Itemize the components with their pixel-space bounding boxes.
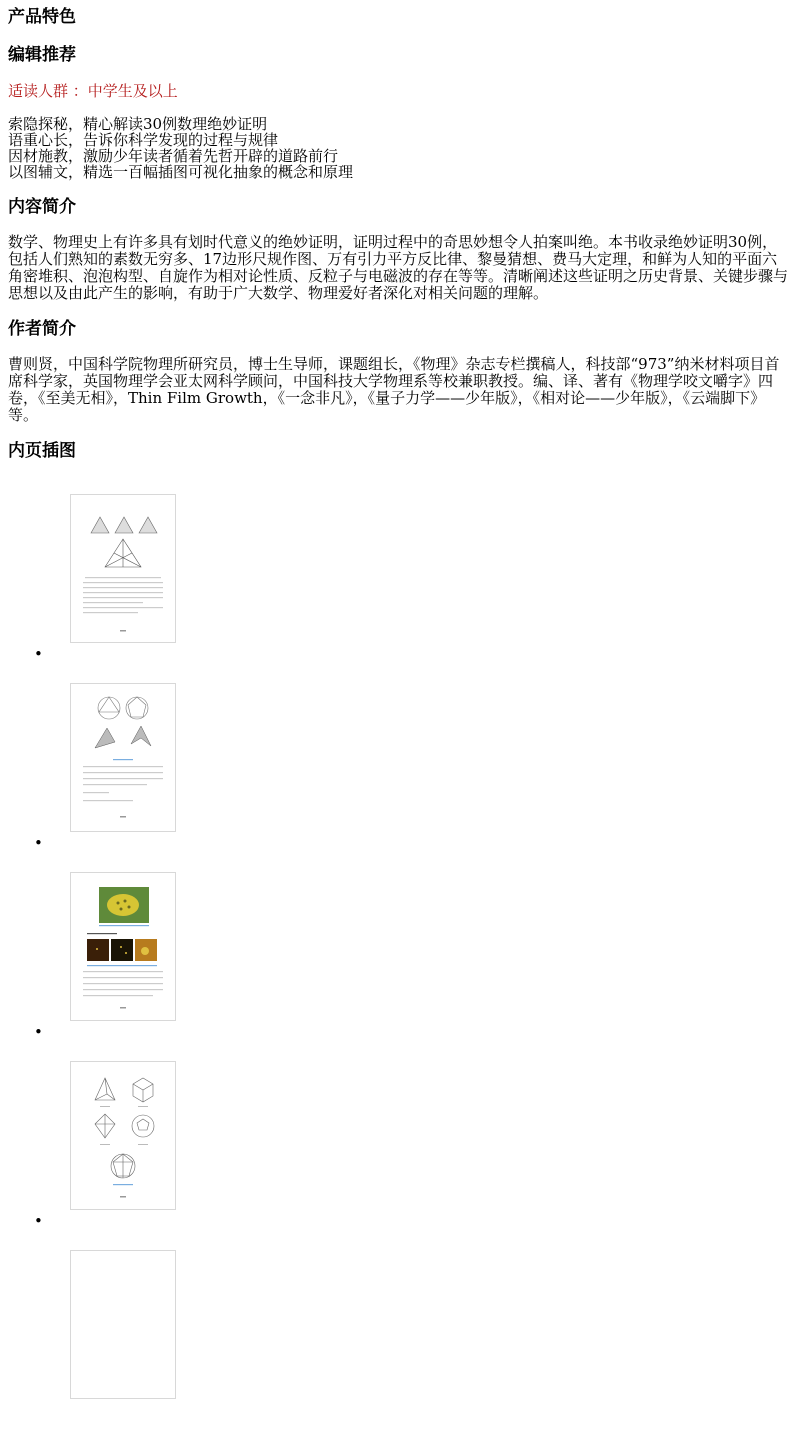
bullet: •	[34, 645, 43, 663]
section-title-features: 产品特色	[8, 7, 76, 27]
page-thumbnail-partial[interactable]	[70, 1250, 176, 1399]
illustration-item	[8, 683, 792, 872]
bullet: •	[34, 1023, 43, 1041]
bullet: •	[34, 834, 43, 852]
section-title-author: 作者简介	[8, 319, 76, 339]
highlight-item: 以图辅文，精选一百幅插图可视化抽象的概念和原理	[8, 163, 354, 181]
illustration-item	[8, 1061, 792, 1250]
photos-illustration	[71, 873, 175, 1020]
highlight-item: 因材施教，激励少年读者循着先哲开辟的道路前行	[8, 147, 339, 165]
content-intro-text: 数学、物理史上有许多具有划时代意义的绝妙证明，证明过程中的奇思妙想令人拍案叫绝。本书收录绝妙证明30例，包括人们熟知的素数无穷多、17边形尺规作图、万有引力平方反比律、黎曼猜想、费马大定理，和鲜为人知的平面六角密堆积、泡泡构型、自旋作为相对论性质、反粒子与电磁波的存在等等。清晰阐述这些证明之历史背景、关键步骤与思想以及由此产生的影响，有助于广大数学、物理爱好者深化对相关问题的理解。	[8, 233, 789, 302]
page-thumbnail-polygons[interactable]	[70, 683, 176, 832]
author-intro-text: 曹则贤，中国科学院物理所研究员，博士生导师，课题组长，《物理》杂志专栏撰稿人，科技部“973”纳米材料项目首席科学家，英国物理学会亚太网科学顾问，中国科技大学物理系等校兼职教授。编、译、著有《物理学咬文嚼字》四卷，《至美无相》，Thin Film Growth，《一念非凡》，《量子力学——少年版》，《相对论——少年版》，《云端脚下》等。	[8, 355, 780, 424]
triangles-illustration	[71, 495, 175, 642]
highlight-item: 索隐探秘，精心解读30例数理绝妙证明	[8, 115, 268, 133]
page-thumbnail-photos[interactable]	[70, 872, 176, 1021]
section-title-editor: 编辑推荐	[8, 45, 76, 65]
illustration-item	[8, 494, 792, 683]
illustration-item	[8, 1250, 792, 1439]
section-title-content: 内容简介	[8, 197, 76, 217]
page-thumbnail-polyhedra[interactable]	[70, 1061, 176, 1210]
illustration-item	[8, 872, 792, 1061]
highlight-list	[8, 116, 792, 180]
section-title-illustrations: 内页插图	[8, 441, 76, 461]
target-audience: 适读人群 ：中学生及以上	[8, 82, 178, 100]
page-thumbnail-triangles[interactable]	[70, 494, 176, 643]
polygons-illustration	[71, 684, 175, 831]
bullet: •	[34, 1212, 43, 1230]
illustration-list	[8, 494, 792, 1439]
highlight-item: 语重心长，告诉你科学发现的过程与规律	[8, 131, 279, 149]
polyhedra-illustration	[71, 1062, 175, 1209]
